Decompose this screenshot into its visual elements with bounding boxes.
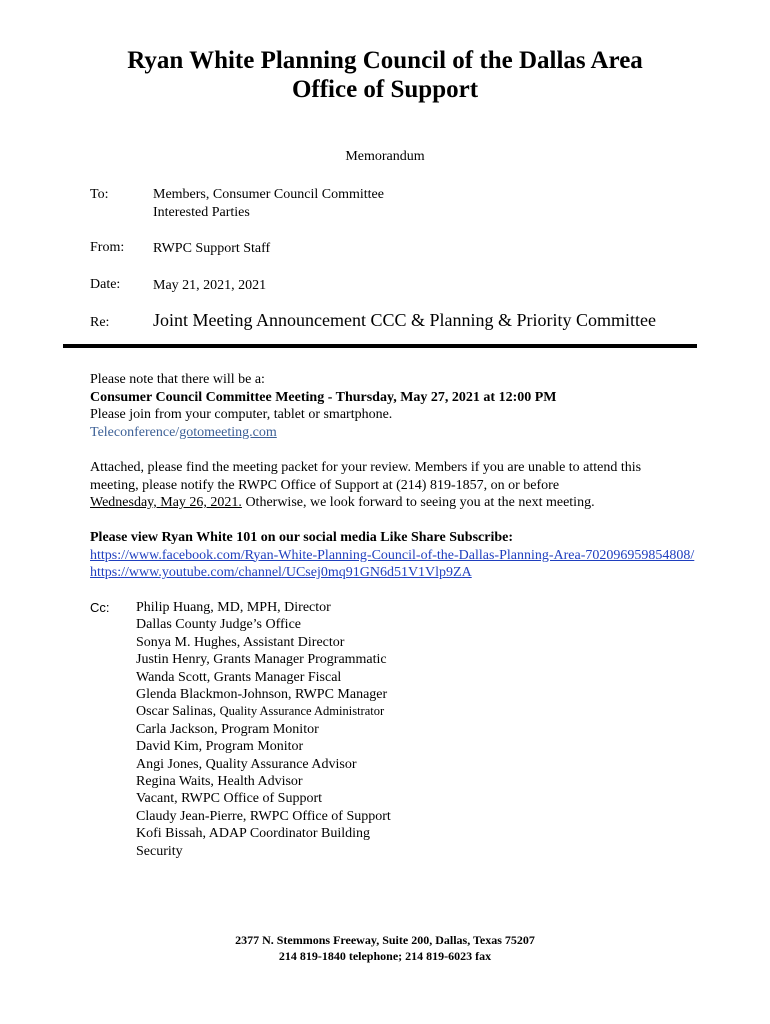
document-title [0, 46, 770, 104]
re-label: Re: [90, 315, 110, 330]
cc-item: Glenda Blackmon-Johnson, RWPC Manager [136, 687, 388, 703]
facebook-link[interactable]: https://www.facebook.com/Ryan-White-Planning-Council-of-the-Dallas-Planning-Area-702096959854808/ [90, 547, 695, 563]
teleconference-line [90, 424, 557, 442]
title-line-2: Office of Support [291, 76, 479, 103]
to-recipients [153, 186, 384, 222]
attached-line-3 [90, 494, 641, 512]
attached-line-1: Attached, please find the meeting packet for your review. Members if you are unable to attend this [90, 460, 642, 475]
cc-label: Cc: [90, 600, 110, 615]
social-media-section [90, 529, 694, 582]
cc-item: Justin Henry, Grants Manager Programmatic [136, 652, 387, 668]
cc-list [136, 599, 391, 860]
note-line: Please note that there will be a: [90, 372, 265, 387]
date-label: Date: [90, 277, 121, 292]
title-line-1: Ryan White Planning Council of the Dallas Area [127, 47, 643, 74]
cc-item: Vacant, RWPC Office of Support [136, 791, 322, 807]
cc-item: Carla Jackson, Program Monitor [136, 721, 319, 737]
to-recipient-2: Interested Parties [153, 205, 250, 220]
gotomeeting-link[interactable]: gotomeeting.com [179, 424, 277, 440]
cc-item [136, 703, 391, 720]
footer-phones: 214 819-1840 telephone; 214 819-6023 fax [278, 949, 492, 963]
cc-item: Kofi Bissah, ADAP Coordinator Building [136, 826, 370, 842]
cc-item: Philip Huang, MD, MPH, Director [136, 600, 331, 615]
youtube-link[interactable]: https://www.youtube.com/channel/UCsej0mq91GN6d51V1Vlp9ZA [90, 565, 472, 580]
footer-address: 2377 N. Stemmons Freeway, Suite 200, Dallas, Texas 75207 [235, 933, 535, 947]
meeting-notice [90, 371, 557, 441]
to-recipient-1: Members, Consumer Council Committee [153, 187, 384, 202]
memorandum-label: Memorandum [345, 149, 425, 164]
footer [0, 932, 770, 964]
cc-item: David Kim, Program Monitor [136, 739, 304, 755]
date-value: May 21, 2021, 2021 [153, 278, 267, 293]
cc-item: Dallas County Judge’s Office [136, 617, 301, 633]
cc-item: Claudy Jean-Pierre, RWPC Office of Support [136, 808, 391, 824]
cc-item: Angi Jones, Quality Assurance Advisor [136, 756, 357, 772]
cc-item: Security [136, 843, 183, 859]
attached-paragraph [90, 459, 641, 512]
join-line: Please join from your computer, tablet or smartphone. [90, 407, 393, 422]
deadline-date: Wednesday, May 26, 2021. [90, 495, 242, 510]
attached-line-2: meeting, please notify the RWPC Office of Support at (214) 819-1857, on or before [90, 477, 560, 493]
re-subject: Joint Meeting Announcement CCC & Planning & Priority Committee [153, 310, 656, 330]
from-label: From: [90, 240, 125, 255]
to-label: To: [90, 187, 109, 202]
cc-item: Regina Waits, Health Advisor [136, 774, 303, 790]
attached-line-3-rest: Otherwise, we look forward to seeing you at the next meeting. [241, 495, 595, 510]
cc-item: Wanda Scott, Grants Manager Fiscal [136, 669, 342, 685]
cc-item-name: Oscar Salinas, [136, 704, 220, 720]
teleconference-prefix: Teleconference/ [90, 424, 180, 440]
meeting-line: Consumer Council Committee Meeting - Thursday, May 27, 2021 at 12:00 PM [90, 389, 557, 405]
cc-item: Sonya M. Hughes, Assistant Director [136, 634, 345, 650]
header-divider [63, 344, 697, 348]
social-heading: Please view Ryan White 101 on our social media Like Share Subscribe: [90, 530, 514, 545]
cc-item-title: Quality Assurance Administrator [219, 704, 385, 719]
from-value: RWPC Support Staff [153, 241, 271, 256]
